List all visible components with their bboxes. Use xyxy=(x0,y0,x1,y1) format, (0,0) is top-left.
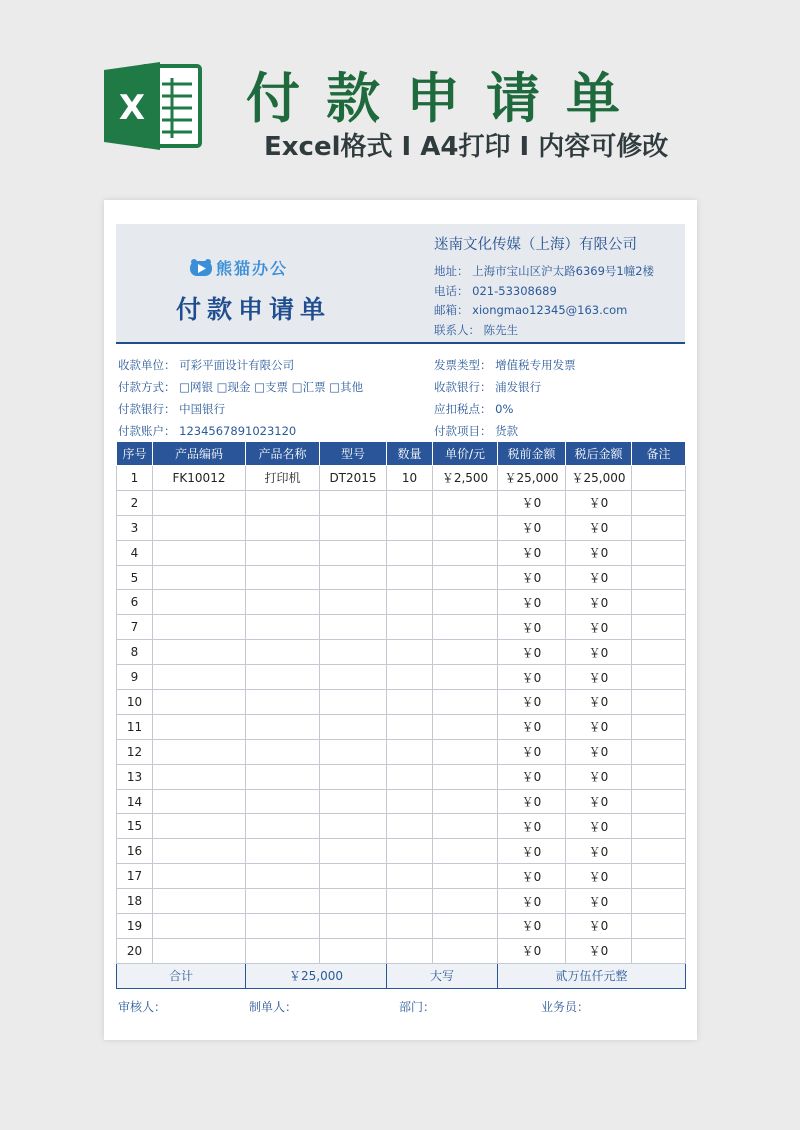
tax-point-field: 应扣税点： 0% xyxy=(434,402,514,416)
table-cell[interactable] xyxy=(320,938,387,963)
table-cell[interactable]: 10 xyxy=(117,690,153,715)
table-cell[interactable]: 20 xyxy=(117,938,153,963)
table-cell[interactable] xyxy=(153,814,246,839)
table-cell[interactable]: ￥0 xyxy=(566,739,632,764)
table-cell[interactable]: ￥0 xyxy=(566,764,632,789)
table-cell[interactable]: 16 xyxy=(117,839,153,864)
table-cell[interactable] xyxy=(320,615,387,640)
table-cell[interactable]: 7 xyxy=(117,615,153,640)
table-cell[interactable]: ￥0 xyxy=(498,914,566,939)
table-cell[interactable] xyxy=(153,490,246,515)
table-cell[interactable]: ￥0 xyxy=(566,814,632,839)
table-cell[interactable] xyxy=(320,714,387,739)
table-cell[interactable] xyxy=(433,490,498,515)
table-cell[interactable]: 15 xyxy=(117,814,153,839)
table-cell[interactable] xyxy=(632,864,686,889)
table-cell[interactable] xyxy=(632,839,686,864)
table-row xyxy=(117,690,686,715)
table-cell[interactable] xyxy=(153,640,246,665)
table-cell[interactable] xyxy=(320,839,387,864)
pay-account-field: 付款账户： 1234567891023120 xyxy=(118,424,297,438)
table-cell[interactable] xyxy=(387,490,433,515)
table-cell[interactable] xyxy=(387,864,433,889)
recv-bank-field: 收款银行： 浦发银行 xyxy=(434,380,542,394)
table-cell[interactable]: ￥0 xyxy=(566,864,632,889)
table-cell[interactable]: ￥0 xyxy=(566,490,632,515)
table-cell[interactable] xyxy=(387,690,433,715)
table-cell[interactable] xyxy=(433,690,498,715)
capital-label: 大写 xyxy=(387,963,498,988)
table-cell[interactable]: 17 xyxy=(117,864,153,889)
table-cell[interactable]: ￥0 xyxy=(566,640,632,665)
table-cell[interactable] xyxy=(433,615,498,640)
table-cell[interactable] xyxy=(153,789,246,814)
table-cell[interactable] xyxy=(632,466,686,491)
table-cell[interactable] xyxy=(246,665,320,690)
table-row xyxy=(117,789,686,814)
table-cell[interactable] xyxy=(632,889,686,914)
table-cell[interactable] xyxy=(320,739,387,764)
table-cell[interactable] xyxy=(387,814,433,839)
table-cell[interactable] xyxy=(433,764,498,789)
table-row xyxy=(117,814,686,839)
table-cell[interactable]: ￥0 xyxy=(498,714,566,739)
reviewer-label: 审核人： xyxy=(118,1000,167,1014)
department-label: 部门： xyxy=(399,1000,436,1014)
table-cell[interactable]: ￥0 xyxy=(566,615,632,640)
total-row xyxy=(117,963,686,988)
pay-bank-field: 付款银行： 中国银行 xyxy=(118,402,226,416)
col-header: 序号 xyxy=(117,442,153,466)
table-row xyxy=(117,665,686,690)
table-cell[interactable] xyxy=(246,739,320,764)
table-cell[interactable] xyxy=(387,540,433,565)
table-cell[interactable]: ￥25,000 xyxy=(566,466,632,491)
table-cell[interactable]: ￥0 xyxy=(498,565,566,590)
table-cell[interactable] xyxy=(320,914,387,939)
table-cell[interactable] xyxy=(387,640,433,665)
table-cell[interactable] xyxy=(153,914,246,939)
table-cell[interactable] xyxy=(387,590,433,615)
table-cell[interactable]: ￥0 xyxy=(498,590,566,615)
table-cell[interactable] xyxy=(433,889,498,914)
table-cell[interactable]: 11 xyxy=(117,714,153,739)
table-cell[interactable]: ￥0 xyxy=(566,515,632,540)
table-cell[interactable]: ￥0 xyxy=(498,540,566,565)
table-cell[interactable] xyxy=(387,889,433,914)
company-address: 地址： 上海市宝山区沪太路6369号1幢2楼 xyxy=(434,264,655,278)
excel-icon xyxy=(104,60,204,152)
table-cell[interactable] xyxy=(320,864,387,889)
company-phone: 电话： 021-53308689 xyxy=(434,284,557,298)
company-email: 邮箱： xiongmao12345@163.com xyxy=(434,303,628,317)
video-play-icon xyxy=(190,259,212,277)
total-amount: ￥25,000 xyxy=(246,963,387,988)
table-cell[interactable]: ￥0 xyxy=(498,864,566,889)
table-cell[interactable]: ￥0 xyxy=(566,690,632,715)
table-cell[interactable] xyxy=(246,864,320,889)
table-cell[interactable] xyxy=(632,565,686,590)
capital-amount: 贰万伍仟元整 xyxy=(498,963,686,988)
table-row xyxy=(117,490,686,515)
table-cell[interactable] xyxy=(632,938,686,963)
table-cell[interactable] xyxy=(153,839,246,864)
table-cell[interactable]: 10 xyxy=(387,466,433,491)
table-cell[interactable]: ￥0 xyxy=(498,839,566,864)
table-cell[interactable] xyxy=(433,714,498,739)
banner-title: 付款申请单 xyxy=(246,67,646,130)
table-cell[interactable] xyxy=(433,864,498,889)
table-cell[interactable]: ￥0 xyxy=(566,938,632,963)
table-cell[interactable]: 9 xyxy=(117,665,153,690)
table-cell[interactable] xyxy=(632,814,686,839)
table-cell[interactable] xyxy=(246,714,320,739)
table-header-row xyxy=(117,442,686,466)
table-row xyxy=(117,889,686,914)
table-cell[interactable]: DT2015 xyxy=(320,466,387,491)
table-row xyxy=(117,914,686,939)
table-cell[interactable] xyxy=(387,839,433,864)
table-cell[interactable] xyxy=(153,590,246,615)
table-cell[interactable] xyxy=(632,739,686,764)
table-cell[interactable]: ￥0 xyxy=(498,665,566,690)
table-cell[interactable] xyxy=(387,789,433,814)
col-header: 型号 xyxy=(320,442,387,466)
payee-field: 收款单位： 可彩平面设计有限公司 xyxy=(118,358,295,372)
col-header: 单价/元 xyxy=(433,442,498,466)
table-cell[interactable] xyxy=(632,665,686,690)
salesperson-label: 业务员： xyxy=(541,1000,590,1014)
table-cell[interactable] xyxy=(246,640,320,665)
table-row xyxy=(117,938,686,963)
table-cell[interactable]: 2 xyxy=(117,490,153,515)
table-cell[interactable] xyxy=(387,515,433,540)
table-cell[interactable] xyxy=(320,814,387,839)
table-cell[interactable]: FK10012 xyxy=(153,466,246,491)
table-cell[interactable]: ￥0 xyxy=(498,889,566,914)
table-cell[interactable]: ￥0 xyxy=(566,839,632,864)
table-cell[interactable] xyxy=(153,889,246,914)
table-row xyxy=(117,565,686,590)
table-cell[interactable] xyxy=(320,764,387,789)
table-cell[interactable] xyxy=(246,540,320,565)
table-row xyxy=(117,864,686,889)
table-row xyxy=(117,739,686,764)
table-cell[interactable] xyxy=(153,690,246,715)
table-cell[interactable]: 14 xyxy=(117,789,153,814)
table-cell[interactable] xyxy=(632,590,686,615)
table-row xyxy=(117,714,686,739)
table-row xyxy=(117,615,686,640)
table-cell[interactable]: ￥0 xyxy=(498,615,566,640)
col-header: 备注 xyxy=(632,442,686,466)
table-cell[interactable]: 3 xyxy=(117,515,153,540)
table-cell[interactable]: ￥0 xyxy=(498,490,566,515)
table-cell[interactable] xyxy=(246,839,320,864)
table-cell[interactable] xyxy=(433,789,498,814)
table-cell[interactable]: ￥0 xyxy=(566,540,632,565)
excel-letter: X xyxy=(118,88,146,128)
pay-method-field: 付款方式： □网银 □现金 □支票 □汇票 □其他 xyxy=(118,380,364,394)
table-row xyxy=(117,466,686,491)
form-title: 付款申请单 xyxy=(176,295,332,324)
table-cell[interactable] xyxy=(387,665,433,690)
table-cell[interactable] xyxy=(320,590,387,615)
table-cell[interactable] xyxy=(433,590,498,615)
table-cell[interactable]: 4 xyxy=(117,540,153,565)
brand-logo xyxy=(190,256,288,279)
table-cell[interactable] xyxy=(153,615,246,640)
table-cell[interactable]: 12 xyxy=(117,739,153,764)
table-cell[interactable] xyxy=(246,889,320,914)
table-cell[interactable] xyxy=(153,764,246,789)
table-cell[interactable]: 8 xyxy=(117,640,153,665)
items-table xyxy=(116,441,686,989)
table-cell[interactable]: ￥0 xyxy=(498,739,566,764)
table-cell[interactable] xyxy=(153,665,246,690)
table-row xyxy=(117,764,686,789)
table-cell[interactable]: ￥0 xyxy=(566,889,632,914)
table-cell[interactable] xyxy=(433,515,498,540)
table-cell[interactable] xyxy=(387,938,433,963)
table-cell[interactable]: 13 xyxy=(117,764,153,789)
table-cell[interactable] xyxy=(433,565,498,590)
table-cell[interactable] xyxy=(246,914,320,939)
invoice-type-field: 发票类型： 增值税专用发票 xyxy=(434,358,576,372)
brand-name: 熊猫办公 xyxy=(216,259,289,278)
table-cell[interactable] xyxy=(153,515,246,540)
table-cell[interactable] xyxy=(246,938,320,963)
table-row xyxy=(117,839,686,864)
table-cell[interactable] xyxy=(320,889,387,914)
table-cell[interactable]: ￥0 xyxy=(498,640,566,665)
col-header: 税后金额 xyxy=(566,442,632,466)
table-cell[interactable] xyxy=(632,540,686,565)
total-label: 合计 xyxy=(117,963,246,988)
table-cell[interactable]: ￥0 xyxy=(498,764,566,789)
table-cell[interactable] xyxy=(320,515,387,540)
table-cell[interactable] xyxy=(153,739,246,764)
table-cell[interactable] xyxy=(246,515,320,540)
banner-subtitle: Excel格式 I A4打印 I 内容可修改 xyxy=(264,132,669,162)
col-header: 数量 xyxy=(387,442,433,466)
table-cell[interactable] xyxy=(433,540,498,565)
table-cell[interactable]: ￥0 xyxy=(498,515,566,540)
table-cell[interactable]: ￥0 xyxy=(566,565,632,590)
table-cell[interactable] xyxy=(320,565,387,590)
table-cell[interactable] xyxy=(246,565,320,590)
table-cell[interactable]: 1 xyxy=(117,466,153,491)
table-cell[interactable] xyxy=(433,640,498,665)
table-row xyxy=(117,640,686,665)
table-cell[interactable] xyxy=(632,490,686,515)
table-cell[interactable] xyxy=(153,938,246,963)
table-cell[interactable] xyxy=(632,764,686,789)
table-cell[interactable]: 打印机 xyxy=(246,466,320,491)
col-header: 产品名称 xyxy=(246,442,320,466)
table-row xyxy=(117,515,686,540)
table-cell[interactable] xyxy=(433,739,498,764)
table-cell[interactable] xyxy=(387,739,433,764)
table-cell[interactable]: ￥0 xyxy=(566,789,632,814)
table-cell[interactable] xyxy=(632,615,686,640)
table-cell[interactable] xyxy=(632,914,686,939)
table-cell[interactable] xyxy=(246,814,320,839)
table-cell[interactable]: ￥0 xyxy=(498,938,566,963)
table-cell[interactable] xyxy=(320,690,387,715)
table-cell[interactable] xyxy=(433,665,498,690)
table-cell[interactable] xyxy=(387,914,433,939)
table-cell[interactable] xyxy=(246,764,320,789)
maker-label: 制单人： xyxy=(249,1000,298,1014)
pay-item-field: 付款项目： 货款 xyxy=(434,424,519,438)
table-cell[interactable] xyxy=(246,789,320,814)
table-cell[interactable] xyxy=(433,839,498,864)
table-cell[interactable] xyxy=(320,540,387,565)
table-cell[interactable] xyxy=(433,914,498,939)
table-cell[interactable]: ￥0 xyxy=(566,590,632,615)
table-cell[interactable]: ￥0 xyxy=(498,690,566,715)
contact-person: 联系人： 陈先生 xyxy=(434,323,519,337)
table-cell[interactable] xyxy=(632,789,686,814)
table-cell[interactable]: ￥0 xyxy=(498,814,566,839)
table-cell[interactable] xyxy=(387,764,433,789)
table-cell[interactable] xyxy=(387,565,433,590)
table-cell[interactable]: ￥0 xyxy=(498,789,566,814)
table-cell[interactable] xyxy=(246,615,320,640)
table-cell[interactable] xyxy=(153,714,246,739)
table-cell[interactable] xyxy=(320,665,387,690)
table-cell[interactable] xyxy=(246,590,320,615)
table-cell[interactable]: ￥0 xyxy=(566,665,632,690)
col-header: 税前金额 xyxy=(498,442,566,466)
table-cell[interactable] xyxy=(632,640,686,665)
table-cell[interactable] xyxy=(632,714,686,739)
table-cell[interactable]: ￥0 xyxy=(566,914,632,939)
table-cell[interactable]: 6 xyxy=(117,590,153,615)
table-row xyxy=(117,590,686,615)
company-name: 迷南文化传媒（上海）有限公司 xyxy=(434,237,637,253)
table-cell[interactable] xyxy=(632,690,686,715)
table-cell[interactable] xyxy=(320,789,387,814)
table-cell[interactable] xyxy=(153,864,246,889)
table-cell[interactable] xyxy=(320,640,387,665)
col-header: 产品编码 xyxy=(153,442,246,466)
table-cell[interactable]: ￥0 xyxy=(566,714,632,739)
table-cell[interactable] xyxy=(433,814,498,839)
table-cell[interactable] xyxy=(387,714,433,739)
table-row xyxy=(117,540,686,565)
table-cell[interactable] xyxy=(153,565,246,590)
table-cell[interactable] xyxy=(320,490,387,515)
table-cell[interactable] xyxy=(246,690,320,715)
table-cell[interactable]: 5 xyxy=(117,565,153,590)
table-cell[interactable]: 18 xyxy=(117,889,153,914)
table-cell[interactable] xyxy=(246,490,320,515)
table-cell[interactable] xyxy=(153,540,246,565)
table-cell[interactable] xyxy=(632,515,686,540)
table-cell[interactable]: 19 xyxy=(117,914,153,939)
table-cell[interactable]: ￥2,500 xyxy=(433,466,498,491)
table-cell[interactable] xyxy=(387,615,433,640)
table-cell[interactable]: ￥25,000 xyxy=(498,466,566,491)
table-cell[interactable] xyxy=(433,938,498,963)
